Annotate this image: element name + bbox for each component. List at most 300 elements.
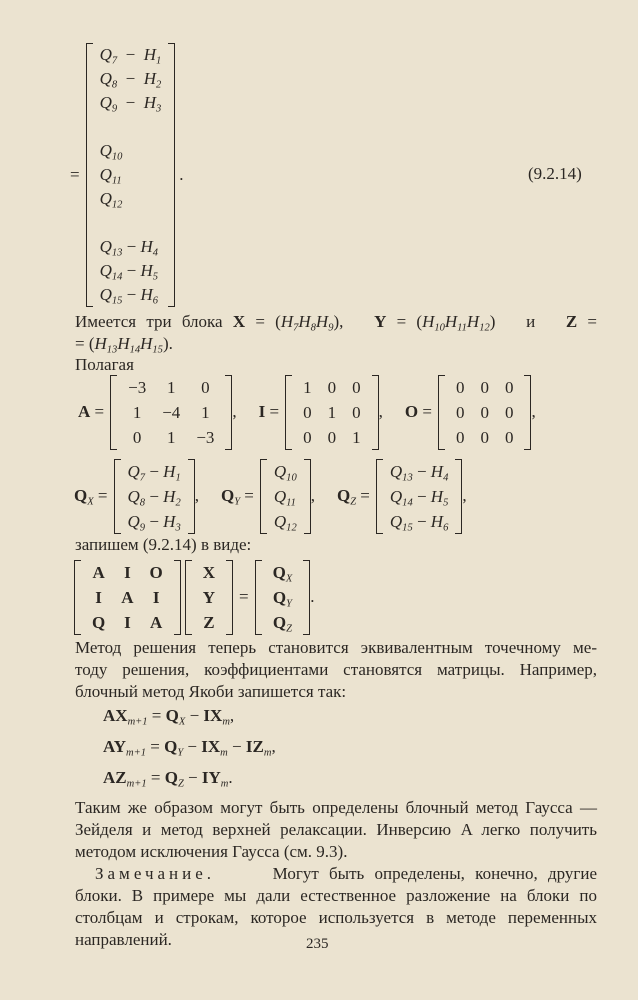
matrix-body xyxy=(120,375,222,450)
matrix-body xyxy=(265,560,301,635)
text-line: методом исключения Гаусса (см. 9.3). xyxy=(75,842,348,861)
math-token: − xyxy=(183,737,202,756)
matrix-cell xyxy=(344,425,369,450)
right-bracket xyxy=(226,560,233,635)
matrix-definitions-row xyxy=(78,378,536,446)
math-token: $Q_Y$ xyxy=(272,587,292,610)
math-token: A xyxy=(78,402,91,421)
math-token: $IX_m$ xyxy=(201,737,228,759)
math-token: 1 xyxy=(201,402,210,422)
math-token: = ( xyxy=(245,312,281,331)
left-bracket xyxy=(110,375,117,450)
matrix-row xyxy=(195,610,223,635)
math-token: $Q_{10}$ xyxy=(273,461,297,484)
matrix-row xyxy=(195,585,223,610)
matrix-cell xyxy=(96,163,166,187)
text-line: запишем (9.2.14) в виде: xyxy=(75,535,252,554)
math-token: $H_9$ xyxy=(315,312,334,334)
math-token: 0 xyxy=(327,427,337,447)
math-token: $Q_Z$ xyxy=(164,768,184,790)
matrix-cell xyxy=(96,43,166,67)
matrix-row xyxy=(120,400,222,425)
matrix-cell xyxy=(320,375,345,400)
matrix-cell xyxy=(265,560,301,585)
matrix-cell xyxy=(120,375,154,400)
matrix-cell xyxy=(472,400,497,425)
comma: , xyxy=(378,402,383,421)
math-token: $Q_{11}$ xyxy=(99,165,122,187)
text-line: столбцам и строкам, которое используется в методе переменных xyxy=(75,908,597,927)
matrix-cell xyxy=(96,283,166,307)
matrix-cell xyxy=(113,585,141,610)
matrix-cell xyxy=(320,425,345,450)
matrix-cell xyxy=(84,560,113,585)
left-bracket xyxy=(74,560,81,635)
math-token: = ( xyxy=(75,334,95,353)
math-token: 1 xyxy=(167,377,176,397)
period: . xyxy=(310,587,315,606)
equation-label: (9.2.14) xyxy=(528,164,582,183)
math-token: 1 xyxy=(132,402,142,422)
jacobi-equation xyxy=(103,768,625,788)
text-line: Зейделя и метод верхней релаксации. Инверсию A легко получить xyxy=(75,820,597,839)
math-token: 0 xyxy=(480,402,489,422)
math-token: $Q_{12}$ xyxy=(99,189,123,211)
math-token: 0 xyxy=(504,427,514,447)
matrix-row xyxy=(295,400,369,425)
math-token: 0 xyxy=(455,427,465,447)
math-token: $Q_{15}$ xyxy=(99,285,123,307)
matrix-body xyxy=(448,375,522,450)
math-token: $Q_{12}$ xyxy=(273,511,297,534)
left-bracket xyxy=(376,459,383,534)
math-token: I xyxy=(124,562,131,582)
jacobi-equation xyxy=(103,737,625,757)
math-token: − xyxy=(122,237,141,256)
matrix-cell xyxy=(142,585,171,610)
math-token: Q xyxy=(92,612,106,632)
math-token: $H_5$ xyxy=(430,486,449,509)
left-bracket xyxy=(86,43,93,307)
matrix-cell xyxy=(154,425,188,450)
math-token: I xyxy=(124,612,131,632)
math-token: $Q_{14}$ xyxy=(389,486,413,509)
math-token: $H_7$ xyxy=(280,312,299,334)
right-bracket xyxy=(303,560,310,635)
math-token: 0 xyxy=(132,427,142,447)
math-token: $H_8$ xyxy=(298,312,316,334)
math-token: Y xyxy=(374,312,387,331)
matrix-cell xyxy=(188,425,222,450)
math-token: Имеется три блока xyxy=(75,312,233,331)
math-token: − xyxy=(117,69,144,88)
math-token: , xyxy=(229,706,235,725)
math-token: 0 xyxy=(327,377,337,397)
matrix-a-label xyxy=(78,402,104,422)
math-token: $Q_X$ xyxy=(165,706,186,728)
matrix-cell xyxy=(295,425,320,450)
matrix-row xyxy=(265,610,301,635)
matrix-cell xyxy=(295,400,320,425)
math-token: $Q_8$ xyxy=(99,69,118,91)
jacobi-equation xyxy=(103,706,625,726)
column-vector xyxy=(86,43,176,307)
matrix-cell xyxy=(142,610,171,635)
matrix-row xyxy=(195,560,223,585)
matrix-cell xyxy=(84,610,113,635)
math-token: = xyxy=(90,402,105,421)
math-token: = xyxy=(577,312,598,331)
qx-label xyxy=(74,486,108,506)
matrix-cell xyxy=(96,115,166,139)
matrix-cell xyxy=(84,585,113,610)
matrix-cell xyxy=(96,187,166,211)
matrix-cell xyxy=(386,459,452,484)
math-token: A xyxy=(92,562,105,582)
matrix-cell xyxy=(120,400,154,425)
matrix-cell xyxy=(96,259,166,283)
matrix-row xyxy=(120,425,222,450)
math-token: = xyxy=(240,486,254,505)
math-token: = xyxy=(265,402,280,421)
math-token: − xyxy=(122,261,141,280)
right-bracket xyxy=(455,459,462,534)
right-bracket xyxy=(372,375,379,450)
math-token: − xyxy=(117,45,144,64)
math-token: $H_4$ xyxy=(430,461,449,484)
matrix-body xyxy=(386,459,452,534)
text-line: направлений. xyxy=(75,930,172,949)
matrix-row xyxy=(96,91,166,115)
matrix-cell xyxy=(195,585,223,610)
matrix-cell xyxy=(344,375,369,400)
math-token: − xyxy=(145,461,164,481)
math-token xyxy=(100,213,104,232)
matrix-cell xyxy=(124,484,185,509)
math-token: 0 xyxy=(480,427,489,447)
matrix-body xyxy=(124,459,185,534)
math-token: − xyxy=(183,768,202,787)
matrix-cell xyxy=(124,509,185,534)
rhs-vector xyxy=(255,560,311,635)
math-token: . xyxy=(228,768,233,787)
math-token: X xyxy=(202,562,216,582)
matrix-cell xyxy=(497,375,522,400)
unknown-vector xyxy=(185,560,233,635)
matrix-row xyxy=(295,375,369,400)
math-token: $H_{14}$ xyxy=(117,334,141,356)
math-token: $Q_9$ xyxy=(127,511,146,534)
qx-vector xyxy=(114,459,195,534)
math-token: I xyxy=(258,402,266,421)
matrix-cell xyxy=(188,400,222,425)
matrix-cell xyxy=(96,67,166,91)
matrix-i-label xyxy=(259,402,279,422)
math-token: $Q_{13}$ xyxy=(99,237,123,259)
math-token: $H_3$ xyxy=(143,93,162,115)
right-bracket xyxy=(225,375,232,450)
right-bracket xyxy=(524,375,531,450)
matrix-cell xyxy=(195,610,223,635)
math-token: 0 xyxy=(303,402,312,422)
math-token: = xyxy=(93,486,108,505)
math-token: − xyxy=(412,461,431,481)
math-token: $Q_9$ xyxy=(99,93,118,115)
left-bracket xyxy=(260,459,267,534)
text-line: блоки. В примере мы дали естественное разложение на блоки по xyxy=(75,886,597,905)
remark-line xyxy=(95,864,597,884)
math-token: − xyxy=(145,486,164,506)
math-token: Z xyxy=(565,312,578,331)
matrix-row xyxy=(265,585,301,610)
matrix-row xyxy=(96,259,166,283)
math-token: − xyxy=(412,486,431,506)
matrix-cell xyxy=(96,139,166,163)
math-token: $H_6$ xyxy=(430,511,449,534)
comma: , xyxy=(194,486,199,505)
math-token: I xyxy=(95,587,102,607)
matrix-row xyxy=(84,585,171,610)
matrix-cell xyxy=(270,484,301,509)
matrix-body xyxy=(270,459,301,534)
matrix-row xyxy=(120,375,222,400)
matrix-cell xyxy=(386,509,452,534)
matrix-body xyxy=(195,560,223,635)
math-token: $Q_Y$ xyxy=(220,486,241,508)
matrix-body xyxy=(96,43,166,307)
page-number: 235 xyxy=(306,936,329,952)
math-token: 1 xyxy=(352,427,361,447)
matrix-cell xyxy=(113,610,141,635)
matrix-row xyxy=(386,459,452,484)
math-token: − xyxy=(145,511,164,531)
qy-vector xyxy=(260,459,311,534)
math-token: $H_2$ xyxy=(143,69,162,91)
matrix-row xyxy=(386,484,452,509)
math-token: $H_1$ xyxy=(163,461,181,484)
matrix-cell xyxy=(154,375,188,400)
math-token: $Q_8$ xyxy=(127,486,146,509)
matrix-row xyxy=(270,509,301,534)
math-token: − xyxy=(122,285,141,304)
matrix-cell xyxy=(113,560,141,585)
matrix-cell xyxy=(142,560,171,585)
matrix-cell xyxy=(96,211,166,235)
math-token: 0 xyxy=(201,377,210,397)
matrix-cell xyxy=(497,425,522,450)
comma: , xyxy=(232,402,237,421)
matrix-cell xyxy=(265,610,301,635)
matrix-cell xyxy=(344,400,369,425)
comma: , xyxy=(462,486,467,505)
matrix-cell xyxy=(195,560,223,585)
matrix-cell xyxy=(386,484,452,509)
matrix-row xyxy=(96,67,166,91)
math-token: 0 xyxy=(504,377,514,397)
math-token: − xyxy=(412,511,431,531)
math-token: $Q_Z$ xyxy=(272,612,292,635)
equals-sign: = xyxy=(239,587,249,606)
math-token: $H_3$ xyxy=(163,511,181,534)
matrix-row xyxy=(124,509,185,534)
math-token: X xyxy=(232,312,246,331)
math-token: ), xyxy=(333,312,375,331)
math-token: $H_5$ xyxy=(140,261,159,283)
matrix-row xyxy=(448,425,522,450)
left-bracket xyxy=(114,459,121,534)
text-line: тоду решения, коэффициентами становятся матрицы. Например, xyxy=(75,660,597,679)
matrix-cell xyxy=(265,585,301,610)
math-token: −3 xyxy=(128,377,147,397)
math-token: = xyxy=(356,486,370,505)
math-token: = xyxy=(147,706,166,725)
qz-vector xyxy=(376,459,462,534)
matrix-cell xyxy=(497,400,522,425)
matrix-row xyxy=(295,425,369,450)
matrix-body xyxy=(295,375,369,450)
matrix-row xyxy=(96,163,166,187)
matrix-cell xyxy=(448,425,473,450)
matrix-row xyxy=(96,187,166,211)
matrix-row xyxy=(270,459,301,484)
qy-label xyxy=(221,486,254,506)
math-token: $Q_Y$ xyxy=(164,737,184,759)
matrix-cell xyxy=(270,509,301,534)
matrix-row xyxy=(96,235,166,259)
math-token: −4 xyxy=(162,402,181,422)
matrix-cell xyxy=(472,375,497,400)
math-token: O xyxy=(404,402,419,421)
math-token: $Q_{14}$ xyxy=(99,261,123,283)
math-token: 0 xyxy=(455,402,465,422)
math-token: $AX_{m+1}$ xyxy=(103,706,148,728)
math-token: ). xyxy=(162,334,173,353)
math-token: $IZ_m$ xyxy=(245,737,272,759)
block-matrix xyxy=(74,560,181,635)
matrix-row xyxy=(448,400,522,425)
matrix-row xyxy=(265,560,301,585)
matrix-row xyxy=(96,139,166,163)
text-line xyxy=(75,312,597,332)
matrix-cell xyxy=(448,375,473,400)
right-bracket xyxy=(174,560,181,635)
math-token: $Q_Z$ xyxy=(336,486,357,508)
matrix-o-label xyxy=(405,402,432,422)
matrix-cell xyxy=(448,400,473,425)
equals-sign: = xyxy=(70,165,80,184)
matrix-cell xyxy=(188,375,222,400)
matrix-row xyxy=(386,509,452,534)
math-token: $H_1$ xyxy=(143,45,162,67)
math-token: $H_{15}$ xyxy=(140,334,163,356)
left-bracket xyxy=(438,375,445,450)
math-token: $Q_X$ xyxy=(272,562,293,585)
matrix-row xyxy=(96,43,166,67)
math-token: 1 xyxy=(303,377,312,397)
math-token: A xyxy=(149,612,163,632)
text-line: Таким же образом могут быть определены блочный метод Гаусса — xyxy=(75,798,597,817)
math-token: 1 xyxy=(167,427,176,447)
left-bracket xyxy=(285,375,292,450)
matrix-cell xyxy=(320,400,345,425)
math-token: 0 xyxy=(455,377,465,397)
math-token: = xyxy=(145,737,165,756)
math-token: $Q_{13}$ xyxy=(389,461,413,484)
text-line xyxy=(75,334,597,354)
math-token: 0 xyxy=(504,402,514,422)
matrix-row xyxy=(84,610,171,635)
math-token: Z xyxy=(203,612,215,632)
right-bracket xyxy=(168,43,175,307)
math-token: = xyxy=(418,402,432,421)
matrix-a xyxy=(110,375,232,450)
left-bracket xyxy=(255,560,262,635)
math-token: $IX_m$ xyxy=(203,706,230,728)
math-token: $H_{12}$ xyxy=(466,312,490,334)
left-bracket xyxy=(185,560,192,635)
math-token: $H_6$ xyxy=(140,285,159,307)
matrix-cell xyxy=(154,400,188,425)
matrix-row xyxy=(96,211,166,235)
math-token: −3 xyxy=(196,427,215,447)
math-token: A xyxy=(121,587,134,607)
period: . xyxy=(179,165,184,184)
matrix-row xyxy=(96,283,166,307)
math-token: = ( xyxy=(386,312,423,331)
math-token xyxy=(100,117,104,136)
math-token: , xyxy=(271,737,276,756)
q-vectors-row xyxy=(74,461,467,534)
remark-title: Замечание. xyxy=(95,864,216,883)
matrix-cell xyxy=(270,459,301,484)
matrix-cell xyxy=(96,91,166,115)
math-token: 0 xyxy=(480,377,489,397)
matrix-cell xyxy=(124,459,185,484)
math-token: ) и xyxy=(489,312,566,331)
comma: , xyxy=(531,402,536,421)
math-token: 0 xyxy=(352,402,361,422)
math-token: O xyxy=(149,562,163,582)
text-line: Метод решения теперь становится эквивалентным точечному ме- xyxy=(75,638,597,657)
comma: , xyxy=(310,486,315,505)
matrix-cell xyxy=(472,425,497,450)
math-token: I xyxy=(152,587,160,607)
math-token: $Q_{10}$ xyxy=(99,141,123,163)
math-token: $Q_{11}$ xyxy=(273,486,296,509)
text-line: блочный метод Якоби запишется так: xyxy=(75,682,347,701)
matrix-row xyxy=(84,560,171,585)
matrix-row xyxy=(448,375,522,400)
matrix-o xyxy=(438,375,532,450)
math-token: − xyxy=(185,706,204,725)
math-token: $IY_m$ xyxy=(201,768,229,790)
math-token: 1 xyxy=(327,402,337,422)
matrix-cell xyxy=(96,235,166,259)
math-token: − xyxy=(227,737,246,756)
math-token: $H_{13}$ xyxy=(94,334,118,356)
math-token: $H_4$ xyxy=(140,237,159,259)
math-token: $AZ_{m+1}$ xyxy=(103,768,147,790)
math-token: $Q_7$ xyxy=(127,461,146,484)
matrix-body xyxy=(84,560,171,635)
matrix-row xyxy=(124,484,185,509)
block-equation xyxy=(74,562,315,635)
matrix-row xyxy=(96,115,166,139)
matrix-row xyxy=(270,484,301,509)
right-bracket xyxy=(188,459,195,534)
right-bracket xyxy=(304,459,311,534)
math-token: Y xyxy=(202,587,216,607)
